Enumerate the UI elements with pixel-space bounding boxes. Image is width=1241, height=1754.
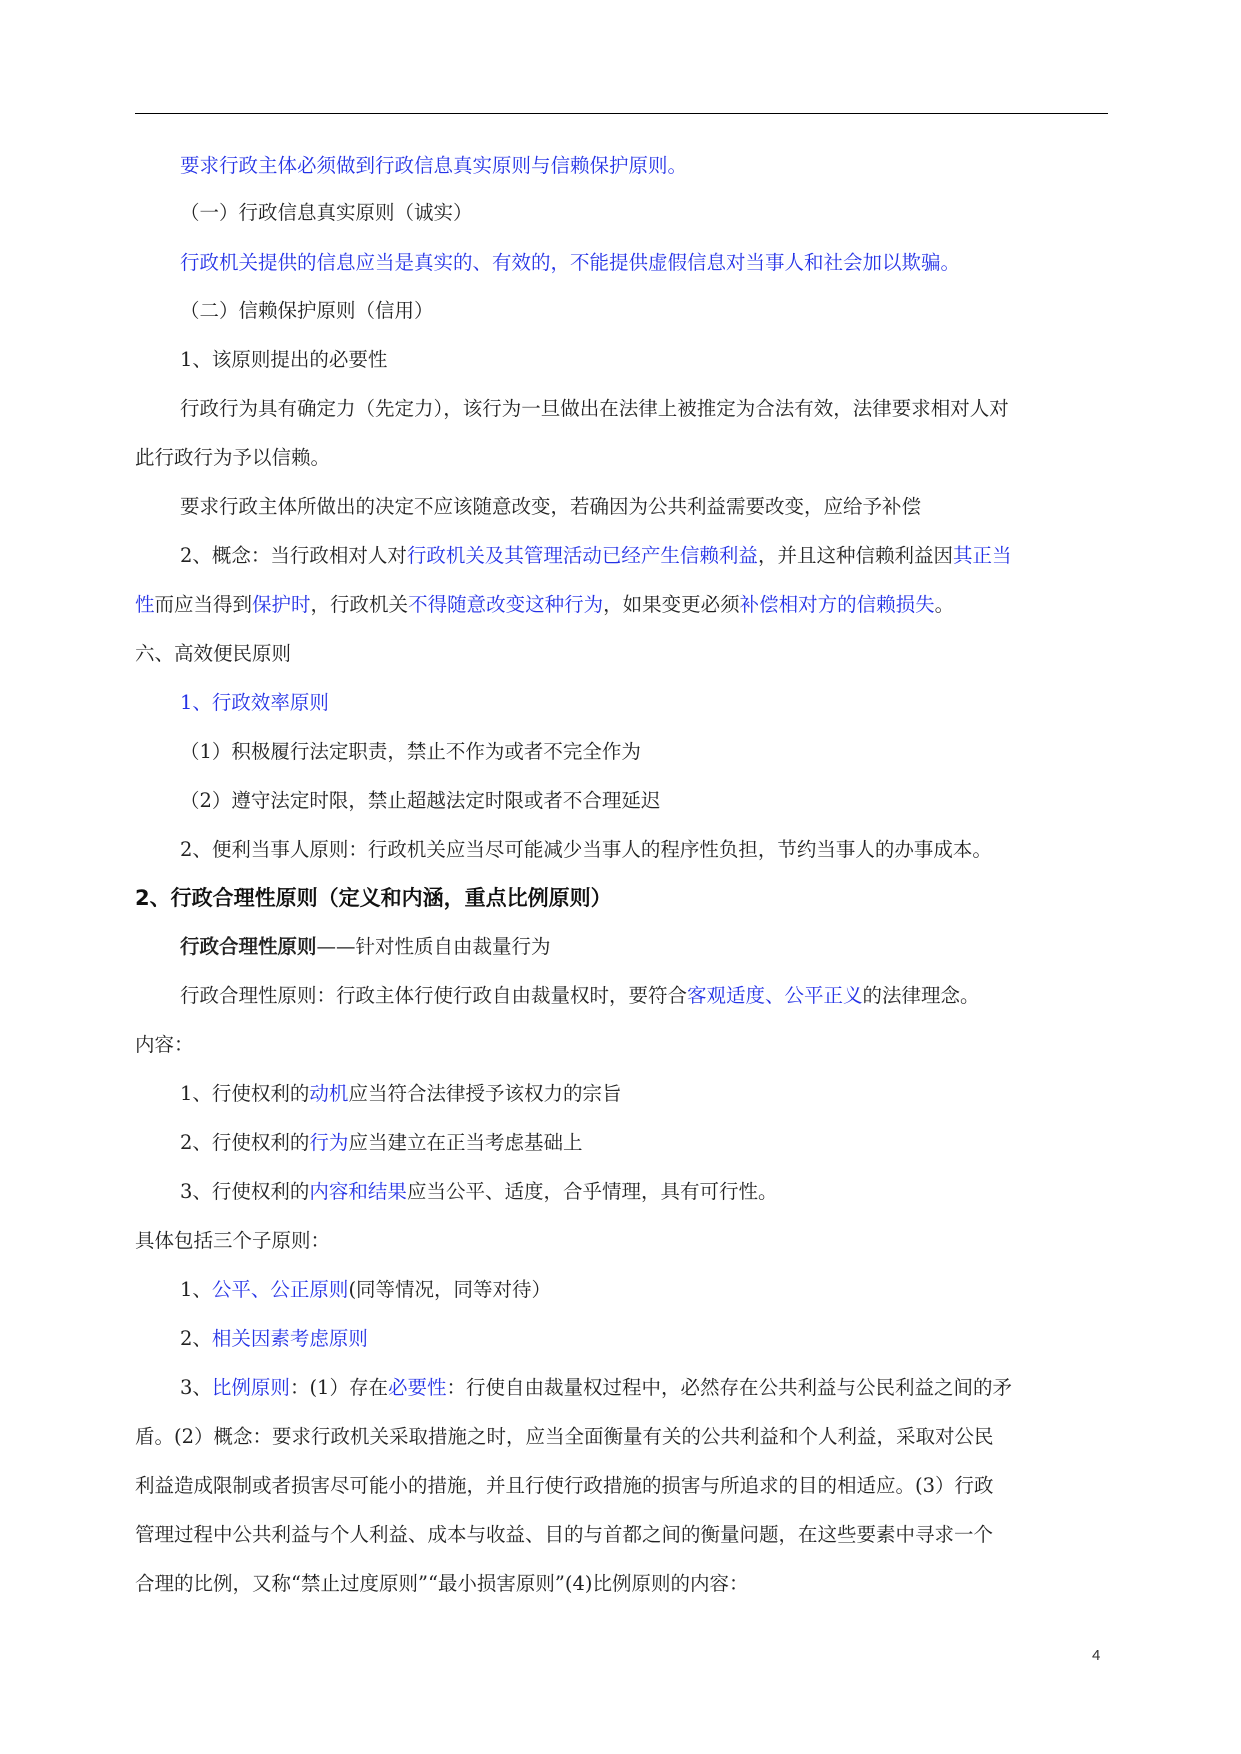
text-line [135,1572,749,1596]
text-line [180,201,473,225]
text-line [135,593,954,617]
text-line [180,984,980,1008]
text-run: 不得随意改变这种行为 [408,593,604,616]
text-run: 比例原则 [211,1376,290,1399]
text-run: 要求行政主体必须做到行政信息真实原则与信赖保护原则。 [180,154,688,177]
text-run: 行政行为具有确定力（先定力），该行为一旦做出在法律上被推定为合法有效，法律要求相对人对 [180,397,1009,420]
text-line [135,1229,330,1253]
text-line [180,1082,621,1106]
text-line [180,691,329,715]
text-line [180,544,1011,568]
text-run: （2）遵守法定时限，禁止超越法定时限或者不合理延迟 [180,789,661,812]
text-run: (同等情况，同等对待） [348,1278,552,1301]
text-run: 相关因素考虑原则 [211,1327,368,1350]
header-rule [135,113,1108,114]
text-run: 2、概念：当行政相对人对 [180,544,407,567]
text-line [135,642,291,666]
text-run: 应当公平、适度，合乎情理，具有可行性。 [406,1180,778,1203]
text-run: 2、 [180,1327,212,1350]
text-run: 六、高效便民原则 [135,642,292,665]
text-run: 应当建立在正当考虑基础上 [348,1131,583,1154]
text-run: 行政机关提供的信息应当是真实的、有效的，不能提供虚假信息对当事人和社会加以欺骗。 [180,251,961,274]
text-run: ：(1）存在 [289,1376,388,1399]
text-run: 3、 [180,1376,212,1399]
text-line [135,1425,994,1449]
text-run: 必要性 [387,1376,447,1399]
text-run: 其正当 [952,544,1012,567]
text-run: 补偿相对方的信赖损失 [739,593,935,616]
text-line [135,446,330,470]
text-run: 内容： [135,1033,194,1056]
text-run: 2、行政合理性原则（定义和内涵，重点比例原则） [135,886,612,910]
text-run: ——针对性质自由裁量行为 [316,935,551,958]
text-line [180,1180,777,1204]
text-run: 行为 [309,1131,349,1154]
text-line [180,1376,1012,1400]
text-line [135,1523,993,1547]
text-line [135,886,612,910]
text-run: 公平、公正原则 [211,1278,349,1301]
text-line [180,935,551,959]
text-line [180,838,992,862]
text-run: 性 [135,593,155,616]
text-line [180,1131,582,1155]
text-run: 2、行使权利的 [180,1131,310,1154]
text-line [180,251,960,275]
text-run: 动机 [309,1082,349,1105]
text-run: 1、行使权利的 [180,1082,310,1105]
text-line [180,154,687,178]
text-run: 要求行政主体所做出的决定不应该随意改变，若确因为公共利益需要改变，应给予补偿 [180,495,922,518]
text-line [180,495,921,519]
text-run: 管理过程中公共利益与个人利益、成本与收益、目的与首都之间的衡量问题，在这些要素中寻求一个 [135,1523,994,1546]
text-run: 具体包括三个子原则： [135,1229,331,1252]
text-run: ，如果变更必须 [603,593,740,616]
text-line [180,1278,551,1302]
text-run: 而应当得到 [154,593,253,616]
text-run: 保护时 [252,593,311,616]
text-line [180,1327,368,1351]
text-run: ，并且这种信赖利益因 [757,544,953,567]
text-line [135,1474,994,1498]
text-run: 此行政行为予以信赖。 [135,446,331,469]
text-run: 客观适度、公平正义 [687,984,863,1007]
text-run: ：行使自由裁量权过程中，必然存在公共利益与公民利益之间的矛 [446,1376,1012,1399]
text-run: 应当符合法律授予该权力的宗旨 [348,1082,622,1105]
text-line [180,740,641,764]
text-run: 2、便利当事人原则：行政机关应当尽可能减少当事人的程序性负担，节约当事人的办事成本。 [180,838,992,861]
text-run: （1）积极履行法定职责，禁止不作为或者不完全作为 [180,740,641,763]
page-number: 4 [1092,1647,1101,1664]
text-run: 行政合理性原则 [180,935,317,958]
text-run: （一）行政信息真实原则（诚实） [180,201,473,224]
text-run: 。 [934,593,955,616]
text-run: 利益造成限制或者损害尽可能小的措施，并且行使行政措施的损害与所追求的目的相适应。(3）行政 [135,1474,994,1497]
text-run: 1、行政效率原则 [180,691,329,714]
text-line [180,348,387,372]
text-run: 1、该原则提出的必要性 [180,348,388,371]
text-run: 内容和结果 [309,1180,407,1203]
text-line [180,397,1009,421]
text-run: 合理的比例，又称“禁止过度原则”“最小损害原则”(4)比例原则的内容： [135,1572,749,1595]
text-line [135,1033,194,1057]
text-line [180,789,660,813]
text-line [180,299,434,323]
text-run: （二）信赖保护原则（信用） [180,299,434,322]
text-run: ，行政机关 [310,593,409,616]
text-run: 行政合理性原则：行政主体行使行政自由裁量权时，要符合 [180,984,688,1007]
text-run: 1、 [180,1278,212,1301]
text-run: 盾。(2）概念：要求行政机关采取措施之时，应当全面衡量有关的公共利益和个人利益，采取对公民 [135,1425,994,1448]
text-run: 的法律理念。 [862,984,980,1007]
text-run: 行政机关及其管理活动已经产生信赖利益 [406,544,758,567]
text-run: 3、行使权利的 [180,1180,310,1203]
